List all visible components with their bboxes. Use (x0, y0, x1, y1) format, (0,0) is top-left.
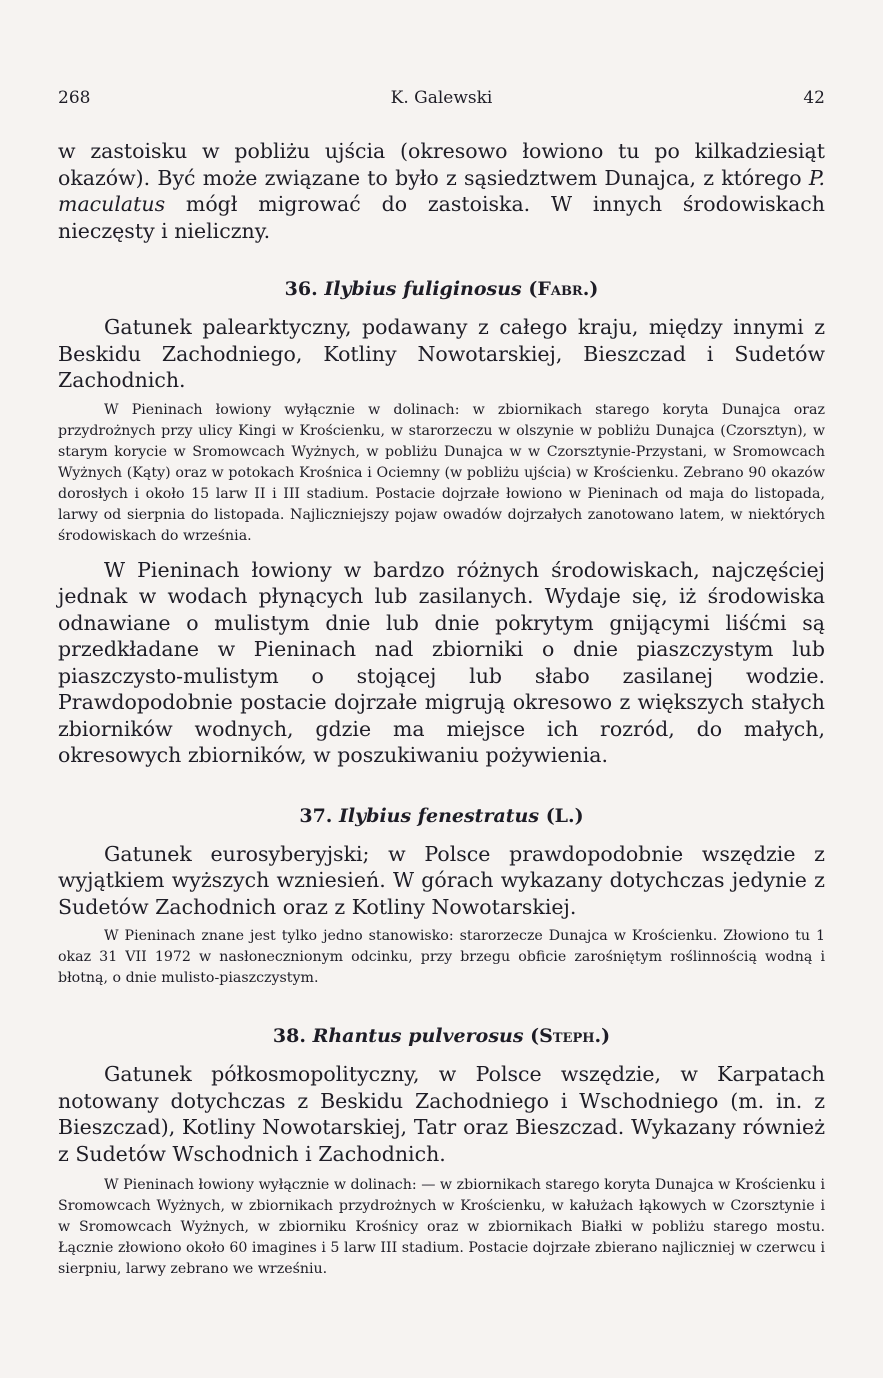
species-author: (L.) (545, 804, 584, 827)
distribution-paragraph: Gatunek eurosyberyjski; w Polsce prawdopodobnie wszędzie z wyjątkiem wyższych wzniesień. W górach wykazany dotychczas jedynie z Sudetów Zachodnich oraz z Kotliny Nowotarskiej. (58, 841, 825, 919)
page-number: 268 (58, 88, 91, 108)
volume-number: 42 (803, 88, 825, 108)
distribution-paragraph: Gatunek palearktyczny, podawany z całego kraju, między innymi z Beskidu Zachodniego, Kotliny Nowotarskiej, Bieszczad i Sudetów Zachodnich. (58, 315, 825, 392)
species-author: (Fabr.) (528, 278, 599, 300)
species-number: 38. (272, 1025, 306, 1047)
species-number: 36. (284, 278, 318, 300)
continuation-text-end: mógł migrować do zastoiska. W innych środowiskach nieczęsty i nieliczny. (58, 192, 825, 243)
species-heading (58, 278, 825, 300)
details-paragraph: W Pieninach łowiony wyłącznie w dolinach: w zbiornikach starego koryta Dunajca oraz przydrożnych przy ulicy Kingi w Krościenku, w starorzeczu w olszynie w pobliżu Dunajca (Czorsztyn), w starym korycie w Sromowcach Wyżnych, w pobliżu Dunajca w w Czorsztynie-Przystani, w Sromowcach Wyżnych (Kąty) oraz w potokach Krośnica i Ociemny (w pobliżu ujścia) w Krościenku. Zebrano 90 okazów dorosłych i około 15 larw II i III stadium. Postacie dojrzałe łowiono w Pieninach od maja do listopada, larwy od sierpnia do listopada. Najliczniejszy pojaw owadów dojrzałych zanotowano latem, w niektórych środowiskach do września. (58, 401, 825, 544)
species-heading (58, 1025, 825, 1047)
page-body (58, 138, 825, 1280)
species-reference: P. maculatus (58, 165, 825, 216)
details-paragraph: W Pieninach łowiony wyłącznie w dolinach: — w zbiornikach starego koryta Dunajca w Krościenku i Sromowcach Wyżnych, w zbiornikach przydrożnych w Krościenku, w kałużach łąkowych w Czorsztynie i w Sromowcach Wyżnych, w zbiorniku Krośnicy oraz w zbiornikach Białki w pobliżu starego mostu. Łącznie złowiono około 60 imagines i 5 larw III stadium. Postacie dojrzałe zbierano najliczniej w czerwcu i sierpniu, larwy zebrano we wrześniu. (58, 1177, 825, 1277)
species-heading (58, 805, 825, 827)
species-name: Ilybius fenestratus (339, 804, 540, 827)
discussion-paragraph: W Pieninach łowiony w bardzo różnych środowiskach, najczęściej jednak w wodach płynących lub zasilanych. Wydaje się, iż środowiska odnawiane o mulistym dnie lub dnie pokrytym gnijącymi liśćmi są przedkładane w Pieninach nad zbiorniki o dnie piaszczystym lub piaszczysto-mulistym o stojącej lub słabo zasilanej wodzie. Prawdopodobnie postacie dojrzałe migrują okresowo z większych stałych zbiorników wodnych, gdzie ma miejsce ich rozród, do małych, okresowych zbiorników, w poszukiwaniu pożywienia. (58, 557, 825, 767)
species-author: (Steph.) (530, 1025, 611, 1047)
species-name: Ilybius fuliginosus (324, 278, 522, 300)
running-header (58, 88, 825, 112)
distribution-paragraph: Gatunek półkosmopolityczny, w Polsce wszędzie, w Karpatach notowany dotychczas z Beskidu Zachodniego i Wschodniego (m. in. z Bieszczad), Kotliny Nowotarskiej, Tatr oraz Bieszczad. Wykazany również z Sudetów Wschodnich i Zachodnich. (58, 1062, 825, 1166)
running-head-author: K. Galewski (390, 88, 493, 108)
details-paragraph: W Pieninach znane jest tylko jedno stanowisko: starorzecze Dunajca w Krościenku. Złowiono tu 1 okaz 31 VII 1972 w nasłonecznionym odcinku, przy brzegu obficie zarośniętym roślinnością wodną i błotną, o dnie mulisto-piaszczystym. (58, 928, 825, 986)
continuation-text: w zastoisku w pobliżu ujścia (okresowo łowiono tu po kilkadziesiąt okazów). Być może związane to było z sąsiedztwem Dunajca, z którego (58, 139, 825, 190)
species-number: 37. (299, 804, 333, 827)
continuation-paragraph (58, 138, 825, 244)
species-name: Rhantus pulverosus (312, 1025, 524, 1047)
